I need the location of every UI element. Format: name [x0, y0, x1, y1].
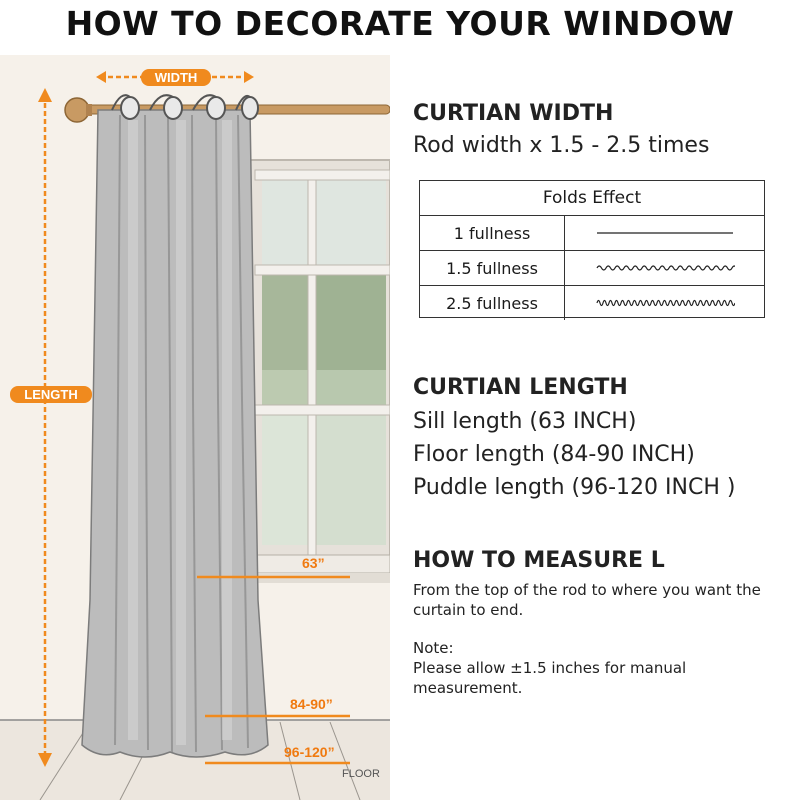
tight-wave-fold-line	[565, 286, 764, 320]
length-heading: CURTIAN LENGTH	[413, 375, 628, 400]
sill-mark: 63”	[302, 555, 325, 571]
width-heading: CURTIAN WIDTH	[413, 101, 614, 126]
page-title: HOW TO DECORATE YOUR WINDOW	[65, 4, 735, 43]
table-row	[420, 216, 764, 251]
length-line-sill: Sill length (63 INCH)	[413, 409, 637, 434]
row-label: 2.5 fullness	[420, 286, 565, 320]
floor-text: FLOOR	[342, 768, 380, 780]
length-line-puddle: Puddle length (96-120 INCH )	[413, 475, 736, 500]
curtain-scene-svg	[0, 55, 390, 800]
width-label: WIDTH	[141, 69, 211, 86]
straight-fold-line	[565, 216, 764, 250]
note-label: Note:	[413, 639, 454, 657]
folds-effect-table	[419, 180, 765, 318]
floor-mark: 84-90”	[290, 696, 333, 712]
folds-table-header: Folds Effect	[420, 181, 764, 216]
window-panes	[262, 180, 386, 545]
length-line-floor: Floor length (84-90 INCH)	[413, 442, 695, 467]
table-row	[420, 251, 764, 286]
measure-text: From the top of the rod to where you want the curtain to end.	[413, 581, 761, 619]
puddle-mark: 96-120”	[284, 744, 335, 760]
width-formula: Rod width x 1.5 - 2.5 times	[413, 133, 710, 158]
note-text: Please allow ±1.5 inches for manual measurement.	[413, 659, 687, 697]
length-label: LENGTH	[10, 386, 92, 403]
curtain-illustration	[0, 55, 390, 800]
loose-wave-fold-line	[565, 251, 764, 285]
measure-heading: HOW TO MEASURE L	[413, 548, 665, 573]
row-label: 1.5 fullness	[420, 251, 565, 285]
row-label: 1 fullness	[420, 216, 565, 250]
table-row	[420, 286, 764, 320]
